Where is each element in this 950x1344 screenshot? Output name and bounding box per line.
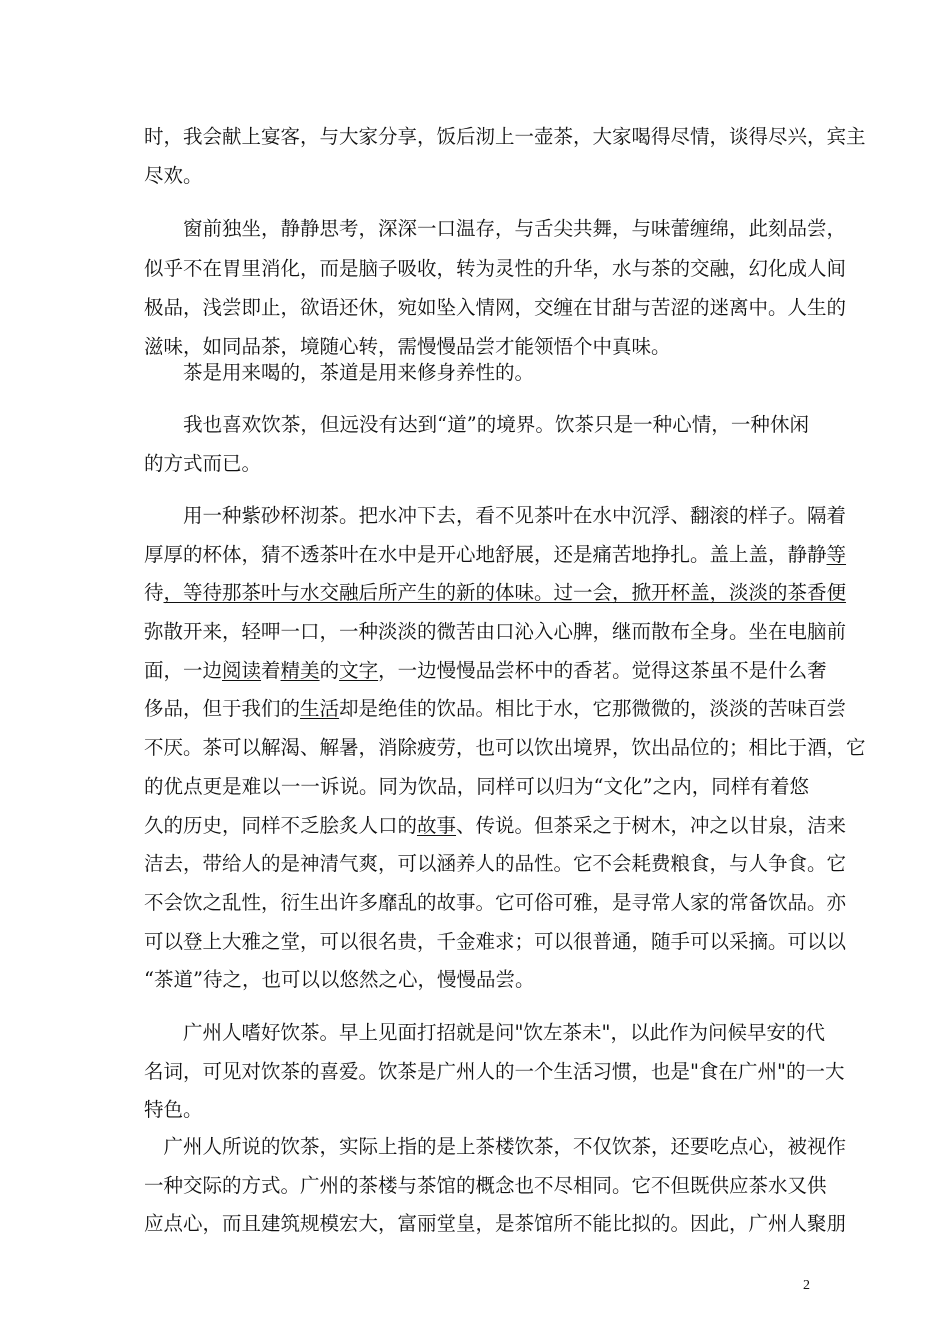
text-segment: 、传说。但茶采之于树木，冲之以甘泉，洁来 [456,814,847,837]
text-segment: 着 [261,659,281,682]
text-line [144,850,847,878]
text-segment: 特色。 [144,1098,203,1121]
text-line [144,1096,809,1124]
text-line [144,1058,845,1086]
text-line [144,657,827,685]
text-line [144,294,847,322]
text-line [144,579,847,607]
text-segment: 我也喜欢饮茶，但远没有达到“道”的境界。饮茶只是一种心情，一种休闲 [144,413,809,436]
text-segment: 一种交际的方式。广州的茶楼与茶馆的概念也不尽相同。它不但既供应茶水又供 [144,1174,827,1197]
text-line [144,411,809,439]
text-line [144,333,809,361]
text-segment: 的优点更是难以一一诉说。同为饮品，同样可以归为“文化”之内，同样有着悠 [144,775,809,798]
text-line [144,502,847,530]
text-segment: 弥散开来，轻呷一口，一种淡淡的微苦由口沁入心脾，继而散布全身。坐在电脑前 [144,620,847,643]
text-segment: 洁去，带给人的是神清气爽，可以涵养人的品性。它不会耗费粮食，与人争食。它 [144,852,847,875]
text-line [144,123,866,151]
text-line [144,889,847,917]
text-line [144,773,809,801]
text-segment: 用一种紫砂杯沏茶。把水冲下去，看不见茶叶在水中沉浮、翻滚的样子。隔着 [144,504,847,527]
text-segment: 广州人所说的饮茶，实际上指的是上茶楼饮茶，不仅饮茶，还要吃点心，被视作 [144,1135,847,1158]
text-line [144,541,847,569]
text-line [144,255,847,283]
text-line [144,695,847,723]
underlined-link-text[interactable]: 生活 [300,697,340,720]
text-line [144,618,847,646]
underlined-link-text[interactable]: 等 [826,543,847,566]
text-line [144,734,866,762]
text-line [144,966,809,994]
text-segment: 久的历史，同样不乏脍炙人口的 [144,814,418,837]
page-number: 2 [803,1278,810,1293]
text-line [144,928,847,956]
underlined-link-text[interactable]: 文字 [339,659,379,682]
text-segment: 的 [319,659,340,682]
text-segment: 可以登上大雅之堂，可以很名贵，千金难求；可以很普通，随手可以采摘。可以以 [144,930,847,953]
text-segment: 的方式而已。 [144,452,262,475]
text-line [144,1019,825,1047]
text-segment: 待 [144,581,164,604]
text-segment: 却是绝佳的饮品。相比于水，它那微微的，淡淡的苦味百尝 [339,697,847,720]
text-line [144,450,809,478]
underlined-link-text[interactable]: 阅读 [222,659,262,682]
text-line [144,1210,847,1238]
text-segment: 名词，可见对饮茶的喜爱。饮茶是广州人的一个生活习惯，也是"食在广州"的一大 [144,1060,845,1083]
text-segment: 侈品，但于我们的 [144,697,301,720]
text-segment: 不厌。茶可以解渴、解暑，消除疲劳，也可以饮出境界，饮出品位的；相比于酒，它 [144,736,866,759]
text-segment: 不会饮之乱性，衍生出许多靡乱的故事。它可俗可雅，是寻常人家的常备饮品。亦 [144,891,847,914]
text-segment: “茶道”待之，也可以以悠然之心，慢慢品尝。 [144,968,535,991]
text-line [144,359,809,387]
text-segment: 尽欢。 [144,164,203,187]
text-segment: 时，我会献上宴客，与大家分享，饭后沏上一壶茶，大家喝得尽情，谈得尽兴，宾主 [144,125,866,148]
underlined-link-text[interactable]: 精美 [280,659,320,682]
text-segment: 极品，浅尝即止，欲语还休，宛如坠入情网，交缠在甘甜与苦涩的迷离中。人生的 [144,296,847,319]
text-line [144,215,847,243]
text-segment: 茶是用来喝的，茶道是用来修身养性的。 [144,361,535,384]
text-line [144,162,809,190]
text-line [144,1133,847,1161]
underlined-link-text[interactable]: 故事 [417,814,457,837]
text-segment: 面，一边 [144,659,223,682]
underlined-link-text[interactable]: ，等待那茶叶与水交融后所产生的新的体味。过一会，掀开杯盖，淡淡的茶香便 [163,581,847,604]
text-segment: ，一边慢慢品尝杯中的香茗。觉得这茶虽不是什么奢 [378,659,827,682]
text-segment: 窗前独坐，静静思考，深深一口温存，与舌尖共舞，与味蕾缠绵，此刻品尝， [144,217,847,240]
text-line [144,1172,827,1200]
text-line [144,812,847,840]
text-segment: 应点心，而且建筑规模宏大，富丽堂皇，是茶馆所不能比拟的。因此，广州人聚朋 [144,1212,847,1235]
text-segment: 似乎不在胃里消化，而是脑子吸收，转为灵性的升华，水与茶的交融，幻化成人间 [144,257,847,280]
text-segment: 广州人嗜好饮茶。早上见面打招就是问"饮左茶未"，以此作为问候早安的代 [144,1021,825,1044]
text-segment: 厚厚的杯体，猜不透茶叶在水中是开心地舒展，还是痛苦地挣扎。盖上盖，静静 [144,543,827,566]
text-segment: 滋味，如同品茶，境随心转，需慢慢品尝才能领悟个中真味。 [144,335,671,358]
